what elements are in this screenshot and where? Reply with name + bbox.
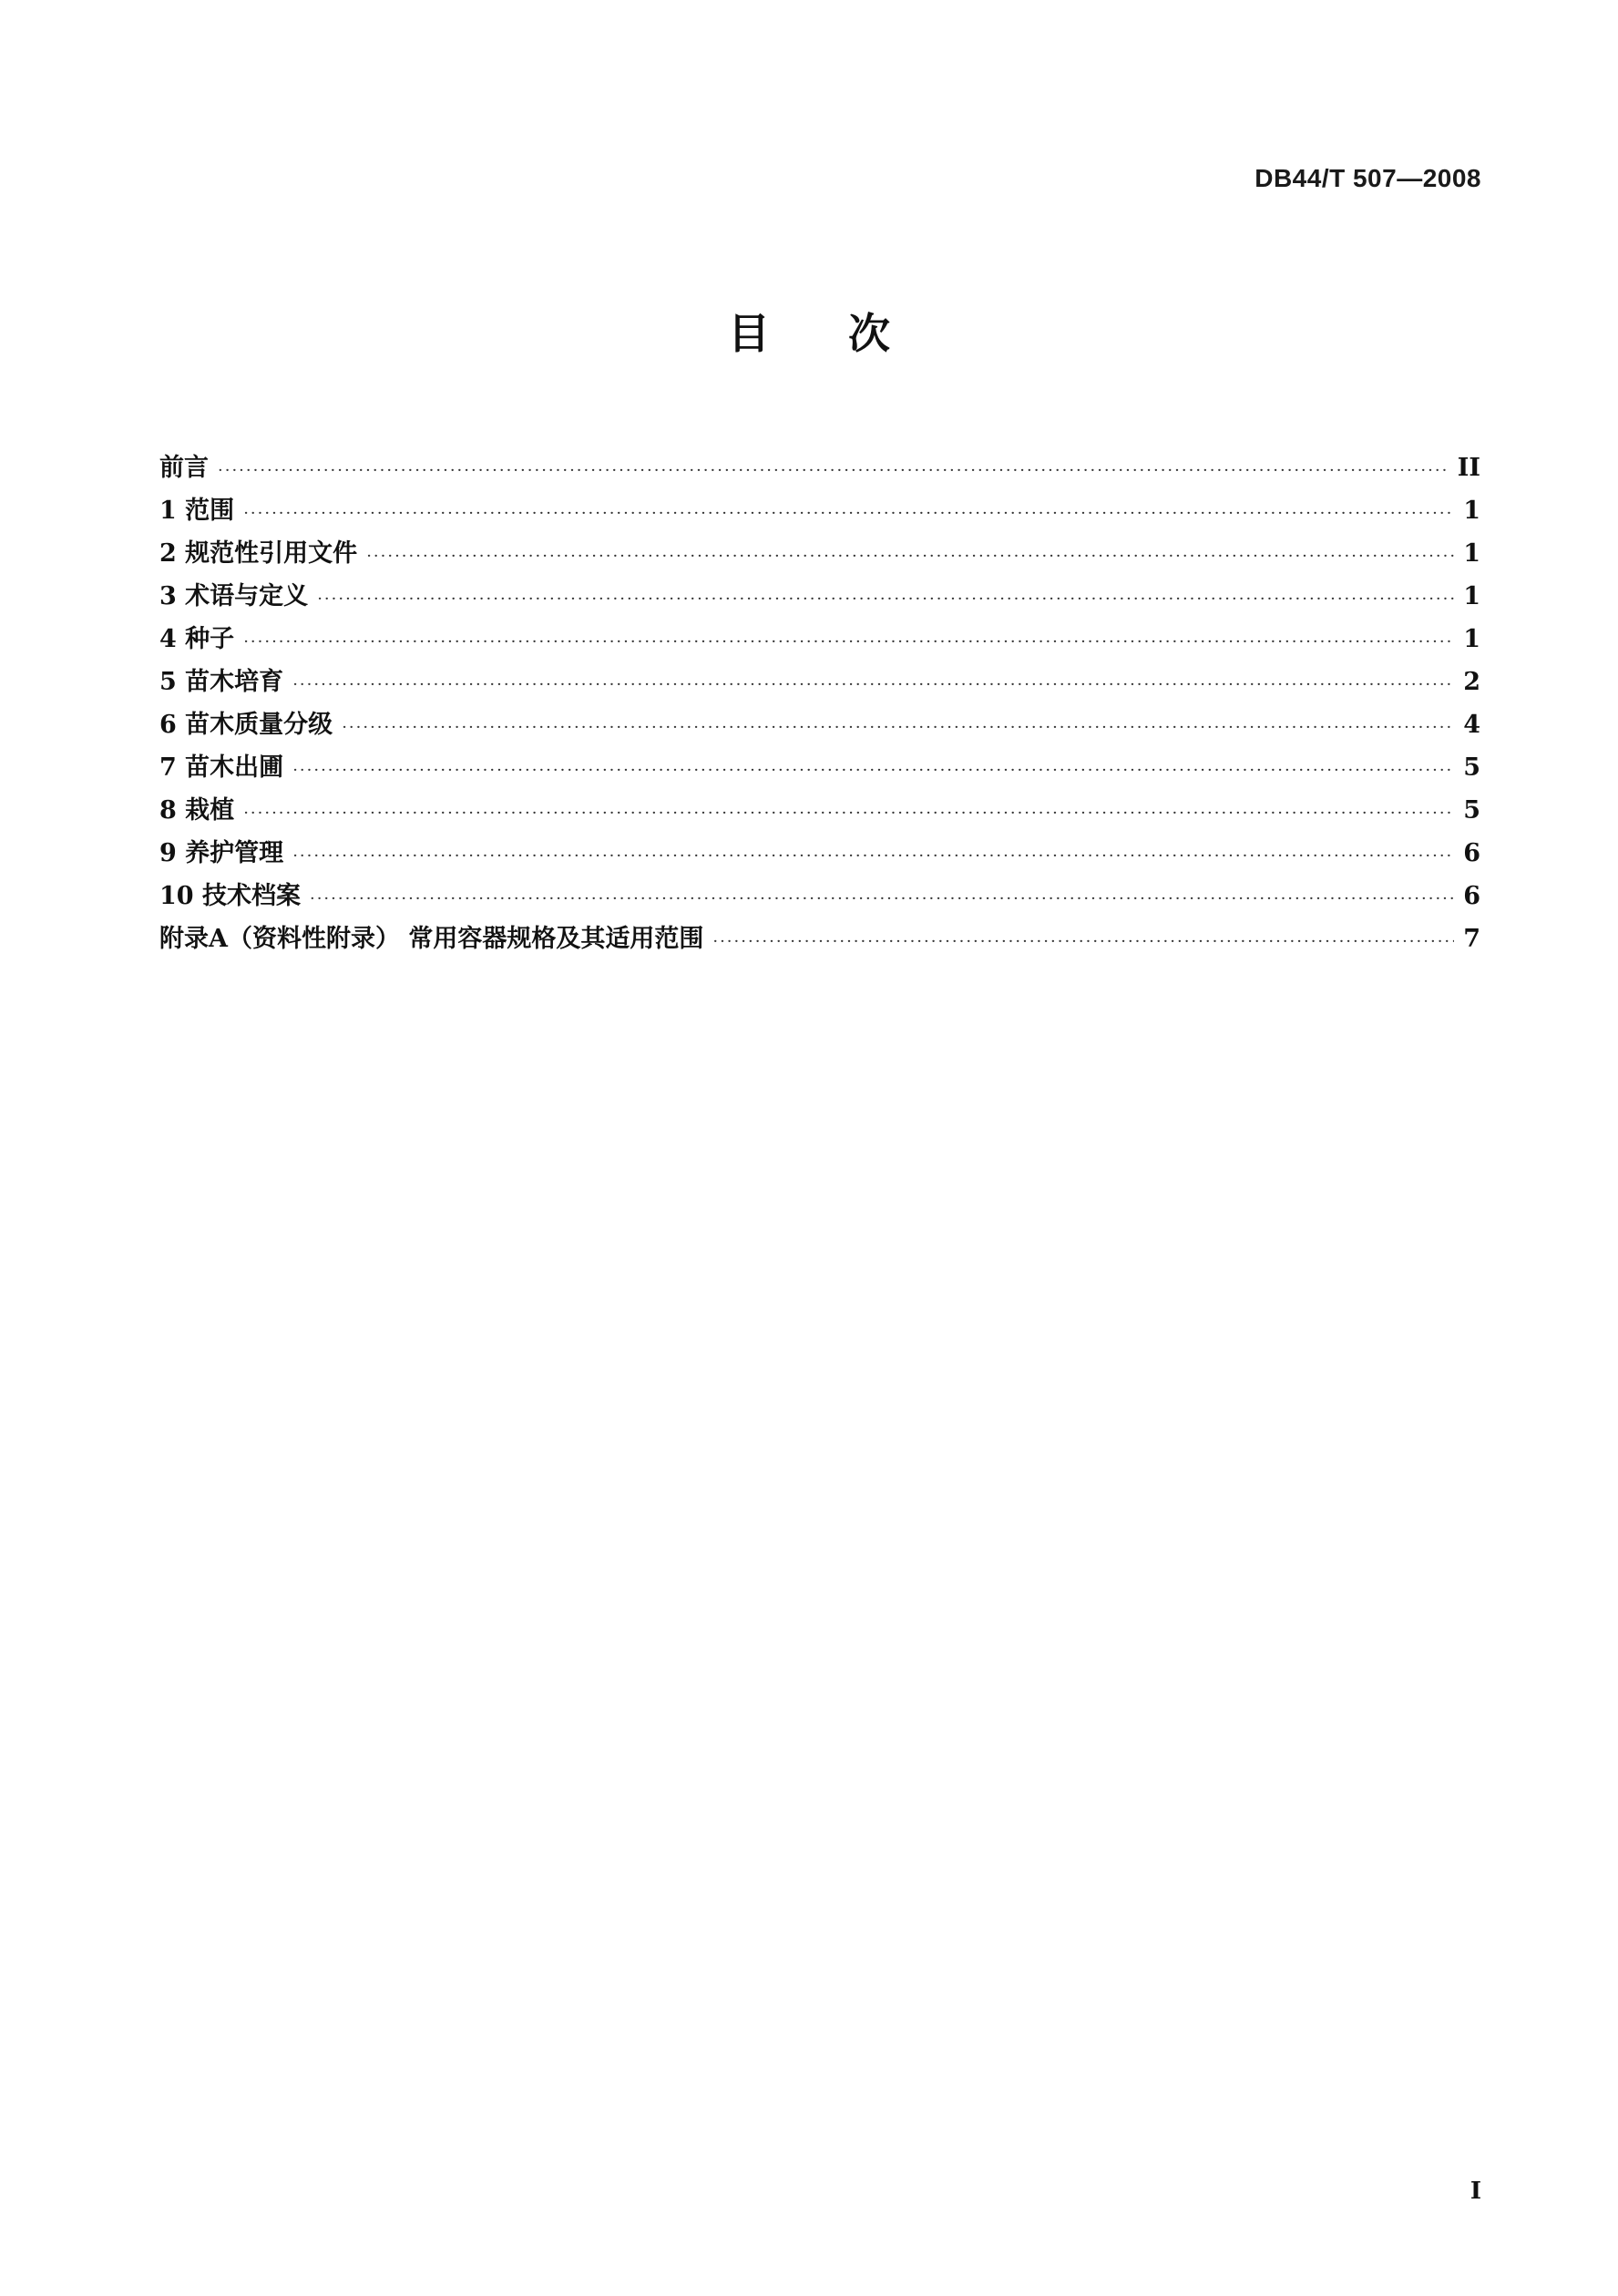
toc-entry-terms-definitions[interactable]	[159, 575, 1480, 618]
toc-entry-seedling-grading[interactable]	[159, 703, 1480, 746]
toc-entry-seedling-lifting[interactable]	[159, 746, 1480, 789]
page-title: 目次	[728, 309, 968, 358]
toc-entry-scope[interactable]	[159, 489, 1480, 532]
toc-entry-label: 3 术语与定义	[159, 582, 309, 610]
toc-entry-seedling-cultivation[interactable]	[159, 661, 1480, 703]
toc-entry-label: 5 苗木培育	[159, 668, 284, 696]
toc-leader-dots	[366, 535, 1454, 578]
page-number: I	[1470, 2178, 1481, 2205]
toc-leader-dots	[292, 663, 1454, 706]
toc-entry-page: II	[1457, 454, 1480, 482]
toc-leader-dots	[310, 877, 1454, 920]
toc-leader-dots	[243, 620, 1454, 663]
toc-entry-foreword[interactable]	[159, 446, 1480, 489]
toc-entry-page: 1	[1463, 625, 1480, 653]
toc-entry-planting[interactable]	[159, 789, 1480, 832]
toc-leader-dots	[342, 706, 1454, 749]
toc-entry-page: 2	[1463, 668, 1480, 696]
toc-entry-page: 7	[1463, 925, 1480, 953]
toc-leader-dots	[317, 578, 1454, 620]
toc-leader-dots	[243, 792, 1454, 835]
toc-leader-dots	[243, 492, 1454, 535]
toc-entry-label: 8 栽植	[159, 796, 235, 825]
toc-entry-appendix-a[interactable]	[159, 917, 1480, 960]
toc-entry-page: 5	[1463, 753, 1480, 782]
toc-entry-label: 10 技术档案	[159, 882, 301, 910]
toc-entry-page: 1	[1463, 582, 1480, 610]
toc-entry-label: 9 养护管理	[159, 839, 284, 867]
toc-entry-label: 1 范围	[159, 497, 235, 525]
toc-entry-page: 5	[1463, 796, 1480, 825]
toc-leader-dots	[292, 749, 1454, 792]
toc-leader-dots	[292, 835, 1454, 877]
toc-entry-label: 6 苗木质量分级	[159, 711, 333, 739]
table-of-contents	[159, 446, 1480, 960]
toc-entry-technical-records[interactable]	[159, 875, 1480, 917]
toc-entry-normative-references[interactable]	[159, 532, 1480, 575]
toc-entry-page: 4	[1463, 711, 1480, 739]
toc-entry-page: 6	[1463, 882, 1480, 910]
toc-entry-page: 1	[1463, 497, 1480, 525]
toc-entry-maintenance[interactable]	[159, 832, 1480, 875]
toc-leader-dots	[712, 920, 1454, 963]
toc-entry-label: 7 苗木出圃	[159, 753, 284, 782]
toc-leader-dots	[218, 449, 1449, 492]
toc-entry-label: 附录A（资料性附录） 常用容器规格及其适用范围	[159, 925, 704, 953]
toc-entry-page: 6	[1463, 839, 1480, 867]
toc-entry-page: 1	[1463, 539, 1480, 568]
standard-code: DB44/T 507—2008	[1254, 164, 1481, 192]
toc-entry-seeds[interactable]	[159, 618, 1480, 661]
toc-entry-label: 前言	[159, 454, 209, 482]
toc-entry-label: 4 种子	[159, 625, 235, 653]
toc-entry-label: 2 规范性引用文件	[159, 539, 358, 568]
